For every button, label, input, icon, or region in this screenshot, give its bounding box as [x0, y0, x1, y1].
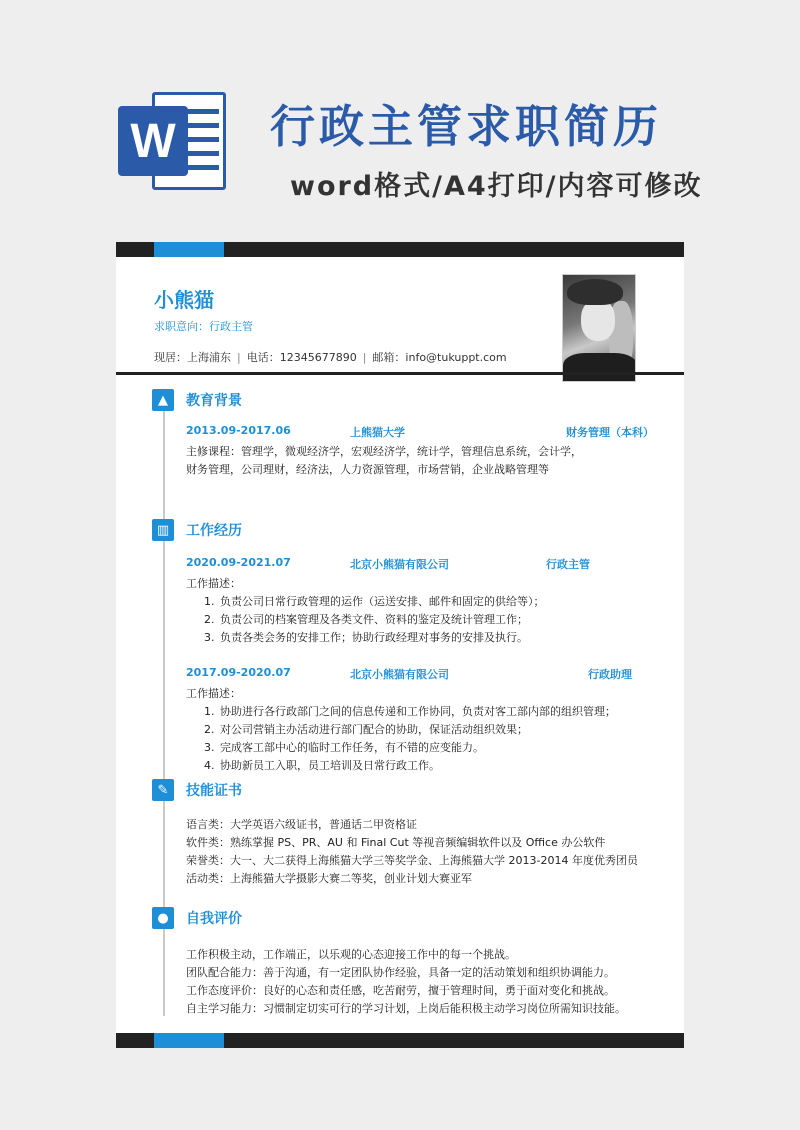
job-intent: 求职意向：行政主管	[154, 320, 253, 333]
banner	[0, 0, 800, 240]
certificate-icon: ✎	[152, 779, 174, 801]
job-desc-label: 工作描述：	[186, 577, 241, 590]
skill-line: 荣誉类：大一、大二获得上海熊猫大学三等奖学金、上海熊猫大学 2013-2014 年度优秀团员	[186, 854, 638, 867]
section-education: ▲ 教育背景	[152, 388, 242, 412]
list-item: 4. 协助新员工入职，员工培训及日常行政工作。	[204, 759, 440, 772]
list-item: 2. 对公司营销主办活动进行部门配合的协助，保证活动组织效果；	[204, 723, 528, 736]
eval-line: 工作积极主动，工作端正，以乐观的心态迎接工作中的每一个挑战。	[186, 948, 516, 961]
candidate-name: 小熊猫	[154, 288, 214, 312]
eval-line: 工作态度评价：良好的心态和责任感，吃苦耐劳，擅于管理时间，勇于面对变化和挑战。	[186, 984, 615, 997]
profile-photo	[562, 274, 636, 382]
list-item: 1. 负责公司日常行政管理的运作（运送安排、邮件和固定的供给等）；	[204, 595, 545, 608]
email: 邮箱：info@tukuppt.com	[372, 351, 507, 364]
phone: 电话：12345677890	[246, 351, 357, 364]
graduation-cap-icon: ▲	[152, 389, 174, 411]
word-logo-icon: W	[118, 84, 230, 196]
person-icon: ●	[152, 907, 174, 929]
contact-info: 现居：上海浦东 | 电话：12345677890 | 邮箱：info@tukuppt.com	[154, 351, 507, 364]
bottom-bar	[116, 1033, 684, 1048]
top-bar	[116, 242, 684, 257]
banner-subtitle: word格式/A4打印/内容可修改	[290, 171, 703, 202]
header-divider	[116, 372, 684, 375]
list-item: 3. 负责各类会务的安排工作；协助行政经理对事务的安排及执行。	[204, 631, 528, 644]
chart-icon: ▥	[152, 519, 174, 541]
residence: 现居：上海浦东	[154, 351, 231, 364]
list-item: 2. 负责公司的档案管理及各类文件、资料的鉴定及统计管理工作；	[204, 613, 528, 626]
resume-page: 小熊猫 求职意向：行政主管 现居：上海浦东 | 电话：12345677890 | 邮箱：info@tukuppt.com ▲ 教育背景 2013.09-2017.06 上熊猫大学 财务管理（本科） 主修课程：管理学，微观经济学，宏观经济学，统计学，管理信息系统，会计学， 财务管理，公司理财，经济法，人力资源管理，市场营销，企业战略管理等 ▥ 工作经历 2020.09-2021.07 北京小熊猫有限公司 行政主管 工作描述： 1. 负责公司日常行政管理的运作（运送安排、邮件和固定的供给等）； 2. 负责公司的档案管理及各类文件、资料的鉴定及统计管理工作； 3. 负责各类会务的安排工作；协助行政经理对事务的安排及执行。 2017.09-2020.07 北京小熊猫有限公司 行政助理 工作描述： 1. 协助进行各行政部门之间的信息传递和工作协同，负责对客工部内部的组织管理； 2. 对公司营销主办活动进行部门配合的协助，保证活动组织效果； 3. 完成客工部中心的临时工作任务，有不错的应变能力。 4. 协助新员工入职，员工培训及日常行政工作。 ✎ 技能证书 语言类：大学英语六级证书，普通话二甲资格证 软件类：熟练掌握 PS、PR、AU 和 Final Cut 等视音频编辑软件以及 Office 办公软件 荣誉类：大一、大二获得上海熊猫大学三等奖学金、上海熊猫大学 2013-2014 年度优秀团员 活动类：上海熊猫大学摄影大赛二等奖，创业计划大赛亚军 ● 自我评价 工作积极主动，工作端正，以乐观的心态迎接工作中的每一个挑战。 团队配合能力：善于沟通，有一定团队协作经验，具备一定的活动策划和组织协调能力。 工作态度评价：良好的心态和责任感，吃苦耐劳，擅于管理时间，勇于面对变化和挑战。 自主学习能力：习惯制定切实可行的学习计划，上岗后能积极主动学习岗位所需知识技能。	[116, 242, 684, 1048]
eval-line: 自主学习能力：习惯制定切实可行的学习计划，上岗后能积极主动学习岗位所需知识技能。	[186, 1002, 626, 1015]
courses-line: 主修课程：管理学，微观经济学，宏观经济学，统计学，管理信息系统，会计学，	[186, 445, 582, 458]
section-self-eval: ● 自我评价	[152, 906, 242, 930]
list-item: 1. 协助进行各行政部门之间的信息传递和工作协同，负责对客工部内部的组织管理；	[204, 705, 616, 718]
skill-line: 软件类：熟练掌握 PS、PR、AU 和 Final Cut 等视音频编辑软件以及 Office 办公软件	[186, 836, 606, 849]
skill-line: 语言类：大学英语六级证书，普通话二甲资格证	[186, 818, 417, 831]
courses-line: 财务管理，公司理财，经济法，人力资源管理，市场营销，企业战略管理等	[186, 463, 549, 476]
job-desc-label: 工作描述：	[186, 687, 241, 700]
list-item: 3. 完成客工部中心的临时工作任务，有不错的应变能力。	[204, 741, 484, 754]
skill-line: 活动类：上海熊猫大学摄影大赛二等奖，创业计划大赛亚军	[186, 872, 472, 885]
banner-title: 行政主管求职简历	[270, 100, 663, 153]
eval-line: 团队配合能力：善于沟通，有一定团队协作经验，具备一定的活动策划和组织协调能力。	[186, 966, 615, 979]
section-work: ▥ 工作经历	[152, 518, 242, 542]
section-skills: ✎ 技能证书	[152, 778, 242, 802]
